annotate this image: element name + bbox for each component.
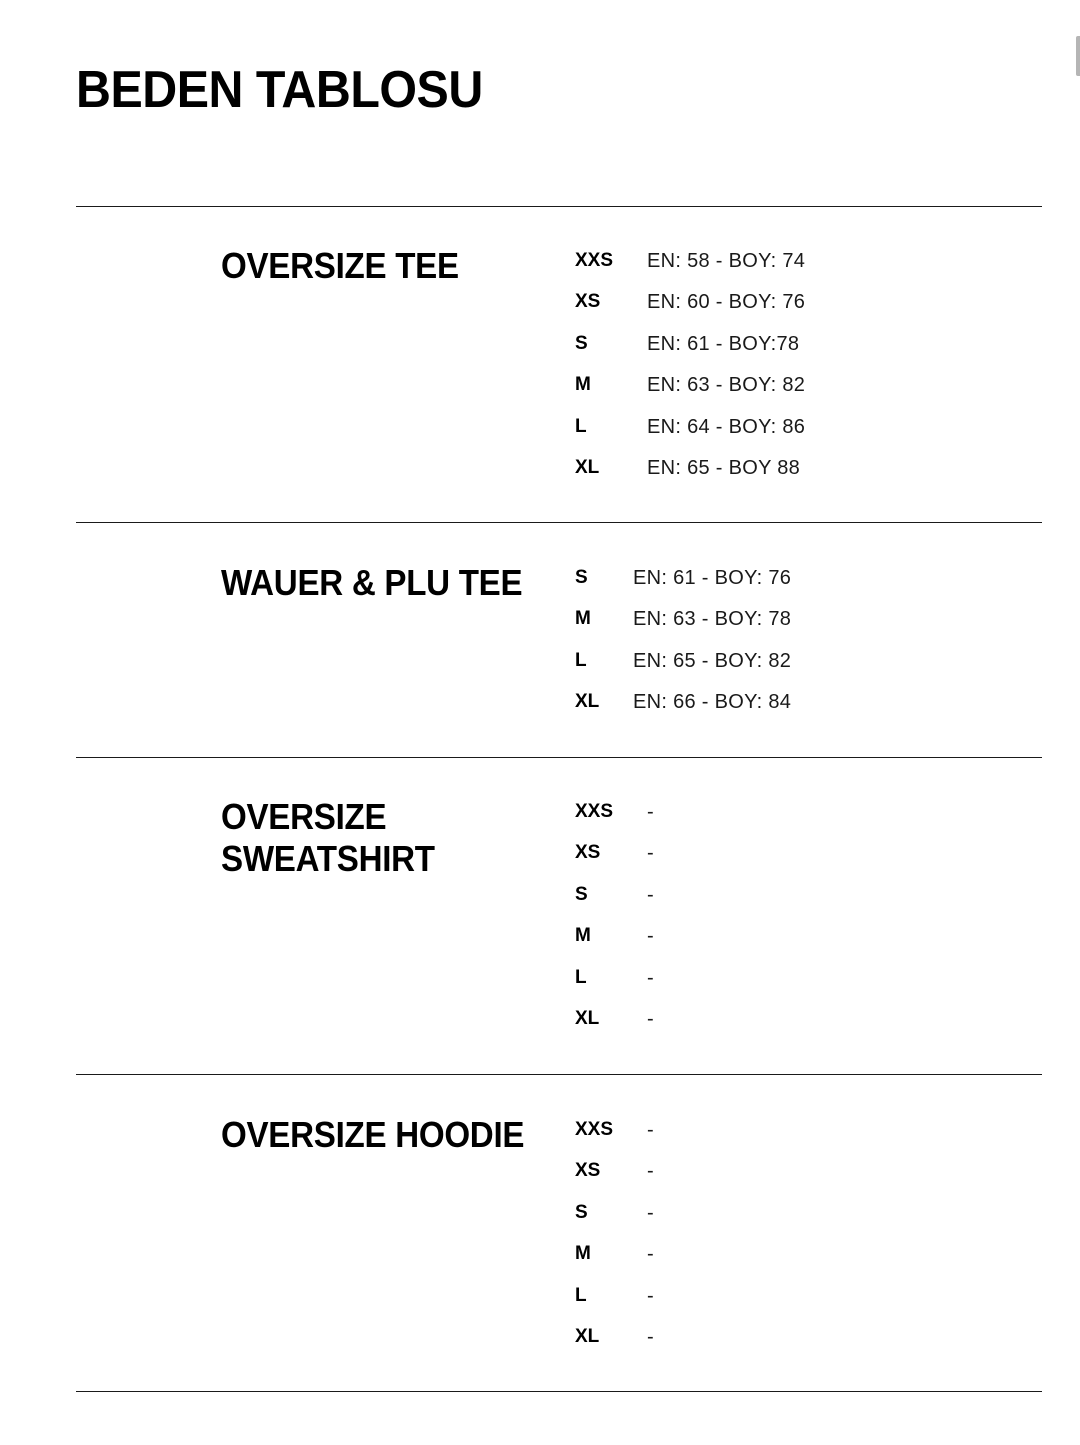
size-row xyxy=(575,246,806,276)
size-label: M xyxy=(575,374,591,395)
size-measurement: EN: 58 - BOY: 74 xyxy=(647,250,806,272)
size-label: XS xyxy=(575,842,601,863)
size-row xyxy=(575,687,792,717)
size-measurement: EN: 65 - BOY: 82 xyxy=(633,650,792,672)
size-row xyxy=(575,287,806,317)
size-label: XL xyxy=(575,1326,600,1347)
size-measurement: - xyxy=(647,1326,654,1348)
size-measurement: - xyxy=(647,1202,654,1224)
size-row xyxy=(575,1004,654,1034)
size-measurement: - xyxy=(647,1119,654,1141)
size-measurement: EN: 60 - BOY: 76 xyxy=(647,291,806,313)
size-row xyxy=(575,412,806,442)
size-measurement: - xyxy=(647,801,654,823)
divider xyxy=(76,1074,1042,1075)
size-label: M xyxy=(575,925,591,946)
divider xyxy=(76,1391,1042,1392)
size-label: XL xyxy=(575,457,600,478)
size-row xyxy=(575,646,792,676)
size-measurement: EN: 64 - BOY: 86 xyxy=(647,416,806,438)
size-row xyxy=(575,797,654,827)
size-label: XS xyxy=(575,291,601,312)
size-measurement: EN: 63 - BOY: 78 xyxy=(633,608,792,630)
product-name: WAUER & PLU TEE xyxy=(221,562,523,603)
size-label: L xyxy=(575,650,587,671)
size-row xyxy=(575,563,792,593)
size-label: M xyxy=(575,608,591,629)
size-label: M xyxy=(575,1243,591,1264)
size-label: XXS xyxy=(575,1119,614,1140)
size-label: S xyxy=(575,884,588,905)
size-row xyxy=(575,453,801,483)
product-name: OVERSIZE HOODIE xyxy=(221,1114,525,1155)
size-measurement: - xyxy=(647,925,654,947)
size-measurement: - xyxy=(647,1008,654,1030)
size-row xyxy=(575,370,806,400)
size-label: XXS xyxy=(575,250,614,271)
size-label: S xyxy=(575,567,588,588)
size-label: XL xyxy=(575,1008,600,1029)
product-name: OVERSIZE SWEATSHIRT xyxy=(221,796,435,879)
size-measurement: EN: 65 - BOY 88 xyxy=(647,457,801,479)
size-label: S xyxy=(575,1202,588,1223)
size-label: XXS xyxy=(575,801,614,822)
size-label: L xyxy=(575,1285,587,1306)
page-title: BEDEN TABLOSU xyxy=(76,61,483,119)
size-row xyxy=(575,1281,654,1311)
divider xyxy=(76,206,1042,207)
size-measurement: EN: 66 - BOY: 84 xyxy=(633,691,792,713)
product-name: OVERSIZE TEE xyxy=(221,245,459,286)
size-label: L xyxy=(575,967,587,988)
size-measurement: - xyxy=(647,842,654,864)
divider xyxy=(76,522,1042,523)
size-row xyxy=(575,604,792,634)
size-label: XL xyxy=(575,691,600,712)
size-row xyxy=(575,1322,654,1352)
scrollbar-thumb[interactable] xyxy=(1076,36,1080,76)
size-row xyxy=(575,921,654,951)
size-measurement: - xyxy=(647,884,654,906)
size-row xyxy=(575,329,800,359)
size-label: XS xyxy=(575,1160,601,1181)
size-measurement: - xyxy=(647,1160,654,1182)
size-measurement: - xyxy=(647,967,654,989)
size-row xyxy=(575,1239,654,1269)
size-label: L xyxy=(575,416,587,437)
size-measurement: EN: 61 - BOY:78 xyxy=(647,333,800,355)
size-label: S xyxy=(575,333,588,354)
size-row xyxy=(575,1198,654,1228)
size-row xyxy=(575,1115,654,1145)
size-row xyxy=(575,880,654,910)
size-row xyxy=(575,1156,654,1186)
size-measurement: EN: 61 - BOY: 76 xyxy=(633,567,792,589)
size-measurement: EN: 63 - BOY: 82 xyxy=(647,374,806,396)
size-row xyxy=(575,963,654,993)
size-measurement: - xyxy=(647,1285,654,1307)
size-measurement: - xyxy=(647,1243,654,1265)
size-row xyxy=(575,838,654,868)
divider xyxy=(76,757,1042,758)
